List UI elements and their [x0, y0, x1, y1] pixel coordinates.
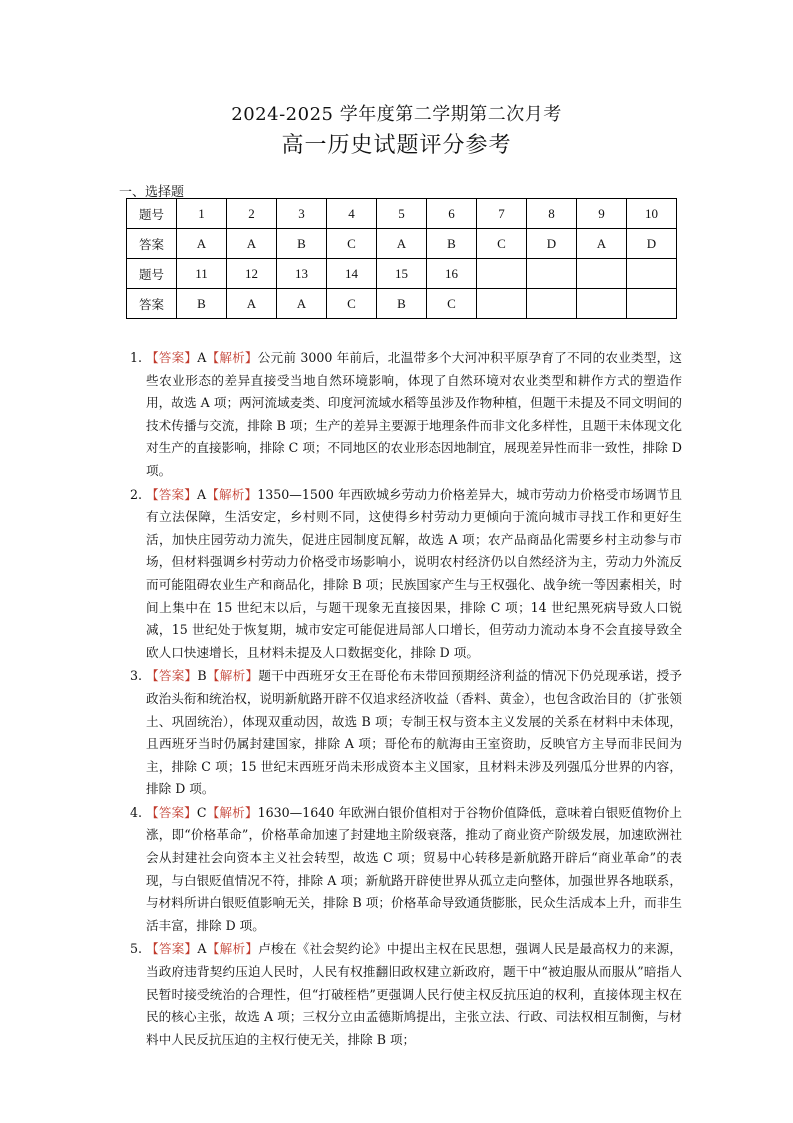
table-cell: 11 [177, 259, 227, 289]
item-text: 公元前 3000 年前后，北温带多个大河冲积平原孕育了不同的农业类型，这些农业形态的差异直接受当地自然环境影响，体现了自然环境对农业类型和耕作方式的塑造作用，故选 A 项；两河流域麦类、印度河流域水稻等虽涉及作物种植，但题干未提及不同文明间的技术传播与交流，排除 B 项；生产的差异主要源于地理条件而非文化多样性，且题干未体现文化对生产的直接影响，排除 C 项；不同地区的农业形态因地制宜，展现差异性而非一致性，排除 D 项。 [146, 350, 683, 478]
table-row [127, 199, 677, 229]
table-cell: 1 [177, 199, 227, 229]
table-cell [627, 259, 677, 289]
table-cell [577, 289, 627, 319]
table-row [127, 229, 677, 259]
analysis-tag: 【解析】 [206, 941, 259, 957]
answer-tag: 【答案】 [146, 350, 198, 365]
table-cell: A [577, 229, 627, 259]
table-cell: A [227, 229, 277, 259]
item-answer: B [197, 668, 207, 684]
table-cell: A [377, 229, 427, 259]
section-title: 一、选择题 [119, 185, 185, 200]
item-number: 5. [130, 941, 143, 957]
answer-tag: 【答案】 [146, 941, 198, 957]
item-text: 卢梭在《社会契约论》中提出主权在民思想，强调人民是最高权力的来源，当政府违背契约压迫人民时，人民有权推翻旧政权建立新政府，题干中“被迫服从而服从”暗指人民暂时接受统治的合理性，但“打破桎梏”更强调人民行使主权反抗压迫的权利，直接体现主权在民的核心主张，故选 A 项；三权分立由孟德斯鸠提出，主张立法、行政、司法权相互制衡，与材料中人民反抗压迫的主权行使无关，排除 B 项； [146, 941, 683, 1047]
exam-title: 2024-2025 学年度第二学期第二次月考 [231, 104, 562, 125]
item-text: 1350—1500 年西欧城乡劳动力价格差异大，城市劳动力价格受市场调节且有立法保障，生活安定，乡村则不同，这使得乡村劳动力更倾向于流向城市寻找工作和更好生活，加快庄园劳动力流失，促进庄园制度瓦解，故选 A 项；农产品商品化需要乡村主动参与市场，但材料强调乡村劳动力价格受市场影响小，说明农村经济仍以自然经济为主，劳动力外流反而可能阻碍农业生产和商品化，排除 B 项；民族国家产生与王权强化、战争统一等因素相关，时间上集中在 15 世纪末以后，与题干现象无直接因果，排除 C 项；14 世纪黑死病导致人口锐减，15 世纪处于恢复期，城市安定可能促进局部人口增长，但劳动力流动本身不会直接导致全欧人口快速增长，且材料未提及人口数据变化，排除 D 项。 [146, 486, 683, 660]
table-cell: C [477, 229, 527, 259]
row-label: 答案 [127, 289, 177, 319]
table-cell: C [327, 229, 377, 259]
table-cell [477, 259, 527, 289]
table-cell: 10 [627, 199, 677, 229]
table-cell: B [177, 289, 227, 319]
table-cell: C [327, 289, 377, 319]
item-text: 1630—1640 年欧洲白银价值相对于谷物价值降低，意味着白银贬值物价上涨，即“价格革命”，价格革命加速了封建地主阶级衰落，推动了商业资产阶级发展，加速欧洲社会从封建社会向资本主义社会转型，故选 C 项；贸易中心转移是新航路开辟后“商业革命”的表现，与白银贬值情况不符，排除 A 项；新航路开辟使世界从孤立走向整体，加强世界各地联系，与材料所讲白银贬值影响无关，排除 B 项；价格革命导致通货膨胀，民众生活成本上升，而非生活丰富，排除 D 项。 [146, 804, 683, 933]
item-number: 4. [130, 804, 143, 820]
table-cell: 4 [327, 199, 377, 229]
item-number: 1. [130, 350, 143, 365]
table-cell: 8 [527, 199, 577, 229]
table-cell: 6 [427, 199, 477, 229]
table-cell: 9 [577, 199, 627, 229]
table-cell: D [627, 229, 677, 259]
table-cell: B [427, 229, 477, 259]
table-cell: 3 [277, 199, 327, 229]
document-title: 高一历史试题评分参考 [281, 133, 512, 158]
table-row [127, 259, 677, 289]
table-cell: B [377, 289, 427, 319]
analysis-tag: 【解析】 [206, 804, 258, 820]
table-row [127, 289, 677, 319]
answer-table [126, 198, 677, 319]
list-item [130, 484, 682, 665]
row-label: 答案 [127, 229, 177, 259]
analysis-tag: 【解析】 [206, 668, 259, 684]
table-cell [627, 289, 677, 319]
table-cell [477, 289, 527, 319]
list-item [130, 802, 682, 938]
answer-tag: 【答案】 [146, 804, 197, 820]
list-item [130, 347, 682, 483]
table-cell: A [177, 229, 227, 259]
table-cell: 7 [477, 199, 527, 229]
table-cell: 14 [327, 259, 377, 289]
item-number: 3. [130, 668, 143, 684]
analysis-tag: 【解析】 [206, 486, 258, 502]
table-cell: A [277, 289, 327, 319]
row-label: 题号 [127, 199, 177, 229]
explanation-list [130, 347, 682, 1052]
table-cell: 16 [427, 259, 477, 289]
table-cell: 5 [377, 199, 427, 229]
row-label: 题号 [127, 259, 177, 289]
table-cell [527, 259, 577, 289]
item-number: 2. [130, 486, 143, 502]
table-cell: 15 [377, 259, 427, 289]
table-cell [577, 259, 627, 289]
table-cell: B [277, 229, 327, 259]
item-answer: C [196, 804, 207, 820]
analysis-tag: 【解析】 [206, 350, 258, 365]
item-answer: A [196, 486, 207, 502]
table-cell: 2 [227, 199, 277, 229]
item-text: 题干中西班牙女王在哥伦布未带回预期经济利益的情况下仍兑现承诺，授予政治头衔和统治权，说明新航路开辟不仅追求经济收益（香料、黄金），也包含政治目的（扩张领土、巩固统治），体现双重动因，故选 B 项；专制王权与资本主义发展的关系在材料中未体现，且西班牙当时仍属封建国家，排除 A 项；哥伦布的航海由王室资助，反映官方主导而非民间为主，排除 C 项；15 世纪末西班牙尚未形成资本主义国家，且材料未涉及列强瓜分世界的内容，排除 D 项。 [146, 668, 683, 797]
answer-tag: 【答案】 [146, 668, 198, 684]
table-cell: C [427, 289, 477, 319]
table-cell: D [527, 229, 577, 259]
item-answer: A [197, 350, 207, 365]
answer-tag: 【答案】 [146, 486, 197, 502]
table-cell: A [227, 289, 277, 319]
list-item [130, 938, 682, 1051]
table-cell: 13 [277, 259, 327, 289]
table-cell: 12 [227, 259, 277, 289]
table-cell [527, 289, 577, 319]
list-item [130, 665, 682, 801]
item-answer: A [197, 941, 207, 957]
